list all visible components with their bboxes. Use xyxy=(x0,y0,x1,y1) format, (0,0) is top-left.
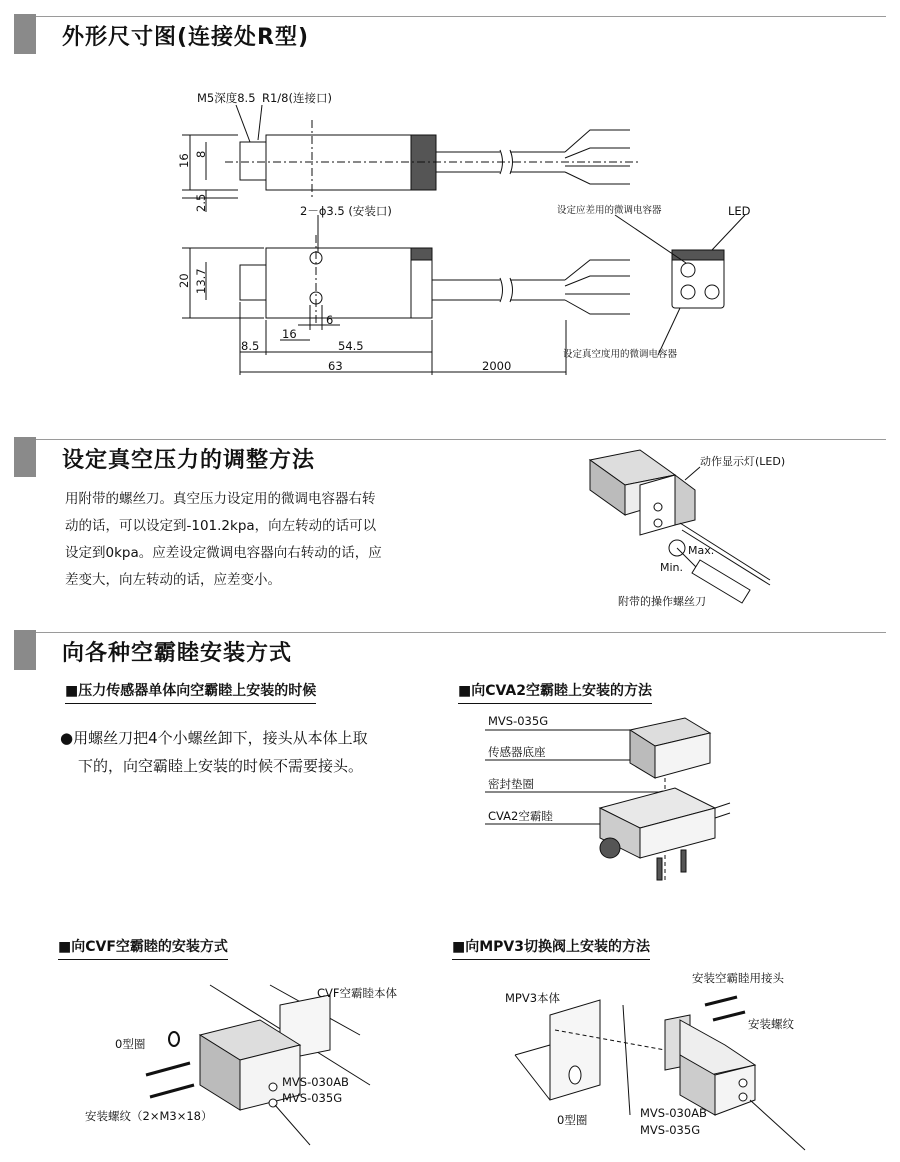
label-r18: R1/8(连接口) xyxy=(262,91,332,105)
label-mpv3-oring: 0型圈 xyxy=(557,1113,588,1127)
subsection-title-cvf: ■向CVF空霸睦的安装方式 xyxy=(58,936,228,960)
label-cvf-model1: MVS-030AB xyxy=(282,1075,349,1089)
section-rule xyxy=(36,632,886,633)
dim-2000: 2000 xyxy=(482,359,512,373)
label-hole: 2－ϕ3.5 (安装口) xyxy=(300,204,392,218)
subsection-title-single: ■压力传感器单体向空霸睦上安装的时候 xyxy=(65,680,316,704)
section-title-mounting: 向各种空霸睦安装方式 xyxy=(62,641,293,666)
paragraph-line: 设定到0kpa。应差设定微调电容器向右转动的话，应 xyxy=(65,545,382,561)
label-cva2-model: MVS-035G xyxy=(488,714,549,728)
front-view-body xyxy=(266,248,411,318)
dim-8: 8 xyxy=(194,150,208,158)
dim-8-5: 8.5 xyxy=(241,339,260,353)
label-trim-diff: 设定应差用的微调电容器 xyxy=(557,205,662,216)
label-mpv3-body: MPV3本体 xyxy=(505,991,561,1005)
label-sensor-base: 传感器底座 xyxy=(488,745,546,759)
dim-13-7: 13.7 xyxy=(194,268,208,294)
label-cvf-oring: 0型圈 xyxy=(115,1037,146,1051)
label-mpv3-screw: 安装螺纹 xyxy=(748,1017,794,1031)
section-title-dimensions: 外形尺寸图(连接处R型) xyxy=(62,25,310,50)
label-led-indicator: 动作显示灯(LED) xyxy=(700,455,786,468)
label-led: LED xyxy=(728,204,751,218)
dim-54-5: 54.5 xyxy=(338,339,364,353)
bullet-icon: ● xyxy=(60,729,74,747)
label-mpv3-model2: MVS-035G xyxy=(640,1123,701,1137)
section-marker xyxy=(14,630,36,670)
label-screwdriver: 附带的操作螺丝刀 xyxy=(618,595,706,608)
label-cvf-screw: 安装螺纹（2×M3×18） xyxy=(85,1109,213,1123)
dim-6: 6 xyxy=(326,313,334,327)
dim-63: 63 xyxy=(328,359,343,373)
label-cvf-model2: MVS-035G xyxy=(282,1091,343,1105)
cvf-illustration xyxy=(110,975,430,1155)
paragraph-line: 动的话，可以设定到-101.2kpa，向左转动的话可以 xyxy=(65,518,377,534)
label-trim-vac: 设定真空度用的微调电容器 xyxy=(563,349,678,360)
subsection-title-mpv3: ■向MPV3切换阀上安装的方法 xyxy=(452,936,650,960)
label-min: Min. xyxy=(660,561,684,574)
single-instructions xyxy=(60,724,440,780)
top-view-port xyxy=(240,142,266,180)
section-rule xyxy=(36,439,886,440)
paragraph-line: 差变大，向左转动的话，应差变小。 xyxy=(65,572,281,588)
section-title-adjust: 设定真空压力的调整方法 xyxy=(62,448,316,473)
front-view-port xyxy=(240,265,266,300)
adjust-paragraph xyxy=(65,486,455,594)
adjust-illustration xyxy=(580,445,810,615)
label-cva2-ejector: CVA2空霸睦 xyxy=(488,809,553,823)
instruction-line xyxy=(60,724,440,752)
dim-16b: 16 xyxy=(282,327,297,341)
instruction-text: 用螺丝刀把4个小螺丝卸下，接头从本体上取 xyxy=(73,729,368,747)
paragraph-line: 用附带的螺丝刀。真空压力设定用的微调电容器右转 xyxy=(65,491,376,507)
dim-20: 20 xyxy=(177,273,191,288)
label-mpv3-model1: MVS-030AB xyxy=(640,1106,707,1120)
label-seal-gasket: 密封垫圈 xyxy=(488,777,534,791)
label-m5: M5深度8.5 xyxy=(197,91,256,105)
section-marker xyxy=(14,14,36,54)
label-max: Max. xyxy=(688,544,715,557)
subsection-title-cva2: ■向CVA2空霸睦上安装的方法 xyxy=(458,680,652,704)
dim-16: 16 xyxy=(177,153,191,168)
label-mpv3-joint: 安装空霸睦用接头 xyxy=(692,971,784,985)
cva2-illustration xyxy=(485,708,735,888)
instruction-line: 下的，向空霸睦上安装的时候不需要接头。 xyxy=(78,757,364,775)
dim-2-5: 2.5 xyxy=(194,193,208,212)
dimension-drawing xyxy=(0,80,900,410)
section-marker xyxy=(14,437,36,477)
section-rule xyxy=(36,16,886,17)
label-cvf-body: CVF空霸睦本体 xyxy=(317,986,398,1000)
